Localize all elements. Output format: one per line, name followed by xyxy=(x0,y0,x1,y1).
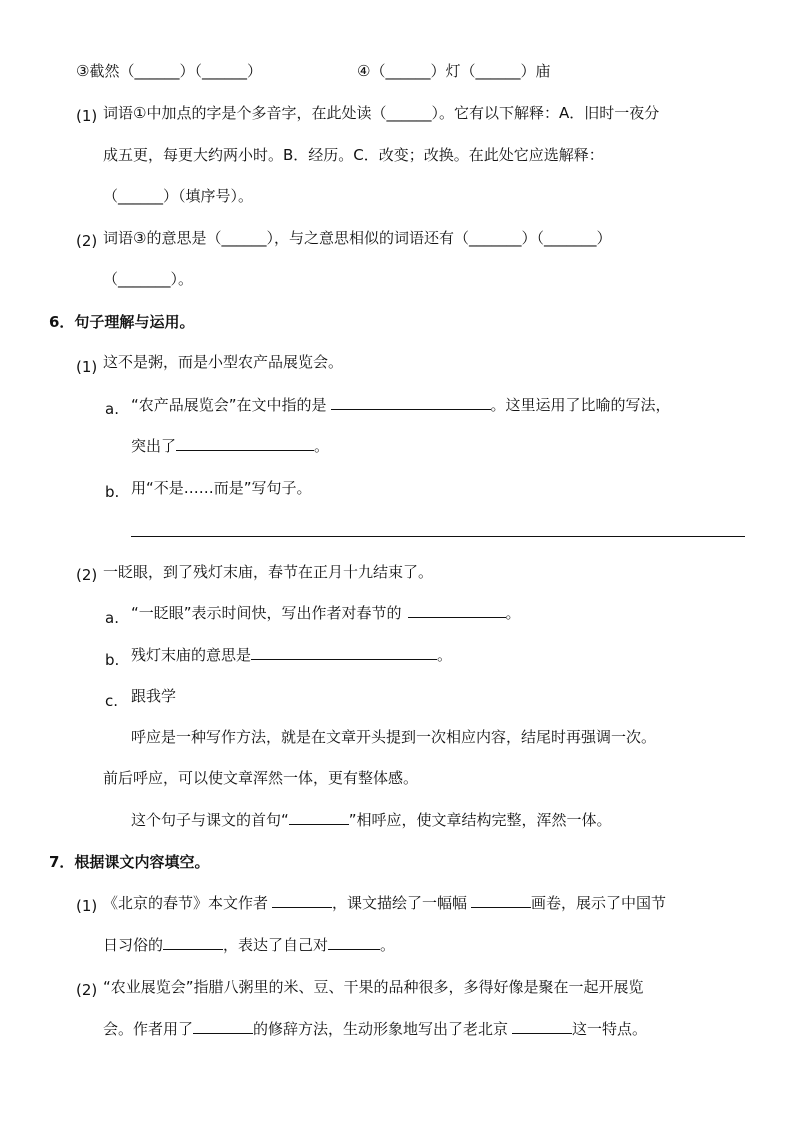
q6-1-b-label: b. xyxy=(105,483,120,501)
q6-2-b-label: b. xyxy=(105,651,120,669)
blank-line xyxy=(512,1019,572,1034)
q7-1-line2: 日习俗的 ，表达了自己对 。 xyxy=(103,936,396,954)
blank-line xyxy=(471,893,531,908)
q6-1-a-line2: 突出了 。 xyxy=(131,437,330,455)
q5-1-line2: 成五更，每更大约两小时。B．经历。C．改变；改换。在此处它应选解释： xyxy=(103,146,604,164)
q5-2-line1: 词语③的意思是（______），与之意思相似的词语还有（_______）（_______） xyxy=(103,229,612,247)
blank-line xyxy=(408,603,506,618)
blank-line xyxy=(328,935,380,950)
blank-line xyxy=(272,893,332,908)
q6-1-number: (1) xyxy=(76,358,98,376)
q6-1-sentence: 这不是粥，而是小型农产品展览会。 xyxy=(103,353,344,371)
q6-2-c-para2: 前后呼应，可以使文章浑然一体，更有整体感。 xyxy=(103,769,419,787)
q7-2-line1: “农业展览会”指腊八粥里的米、豆、干果的品种很多，多得好像是聚在一起开展览 xyxy=(103,978,644,996)
q6-2-c-label: c. xyxy=(105,692,119,710)
q6-2-b-line: 残灯末庙的意思是 。 xyxy=(131,646,453,664)
q7-1-number: (1) xyxy=(76,897,98,915)
blank-line xyxy=(251,645,437,660)
q6-2-c-para1: 呼应是一种写作方法，就是在文章开头提到一次相应内容，结尾时再强调一次。 xyxy=(131,728,657,746)
q6-heading: 6．句子理解与运用。 xyxy=(49,313,195,331)
q6-2-c-text: 跟我学 xyxy=(131,687,177,705)
blank-line xyxy=(289,810,349,825)
q6-1-a-line1: “农产品展览会”在文中指的是 。这里运用了比喻的写法， xyxy=(131,396,671,414)
q7-1-line1: 《北京的春节》本文作者 ，课文描绘了一幅幅 画卷，展示了中国节 xyxy=(103,894,667,912)
q7-heading: 7．根据课文内容填空。 xyxy=(49,853,210,871)
blank-line xyxy=(176,436,314,451)
q7-2-line2: 会。作者用了 的修辞方法，生动形象地写出了老北京 这一特点。 xyxy=(103,1020,648,1038)
q6-2-c-para3: 这个句子与课文的首句“ ”相呼应，使文章结构完整，浑然一体。 xyxy=(131,811,612,829)
q5-1-number: (1) xyxy=(76,107,98,125)
q5-2-line2: （_______）。 xyxy=(103,270,194,288)
q5-1-line3: （______）（填序号）。 xyxy=(103,187,254,205)
blank-line xyxy=(163,935,223,950)
q6-1-b-text: 用“不是……而是”写句子。 xyxy=(131,479,312,497)
q7-2-number: (2) xyxy=(76,981,98,999)
q6-2-sentence: 一眨眼，到了残灯末庙，春节在正月十九结束了。 xyxy=(103,563,434,581)
q6-2-a-label: a. xyxy=(105,609,119,627)
term-item-4: ④（______）灯（______）庙 xyxy=(357,62,551,80)
q6-1-a-label: a. xyxy=(105,400,119,418)
q5-1-line1: 词语①中加点的字是个多音字，在此处读（______）。它有以下解释：A．旧时一夜分 xyxy=(103,104,660,122)
q5-2-number: (2) xyxy=(76,232,98,250)
q6-2-a-line: “一眨眼”表示时间快，写出作者对春节的 。 xyxy=(131,604,521,622)
answer-line xyxy=(131,536,745,537)
blank-line xyxy=(193,1019,253,1034)
term-item-3: ③截然（______）（______） xyxy=(76,62,262,80)
blank-line xyxy=(331,395,491,410)
q6-2-number: (2) xyxy=(76,566,98,584)
